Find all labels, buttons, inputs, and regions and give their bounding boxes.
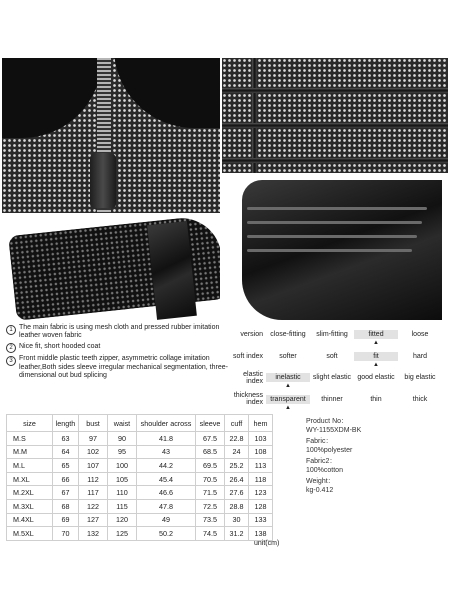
measurement-cell: 64 xyxy=(53,445,79,459)
property-label: soft index xyxy=(233,352,263,360)
size-cell: M.L xyxy=(7,459,53,473)
property-option xyxy=(398,330,442,339)
measurement-cell: 125 xyxy=(108,527,137,541)
measurement-cell: 97 xyxy=(79,432,108,446)
option-text: soft xyxy=(326,352,338,360)
measurement-cell: 67.5 xyxy=(196,432,225,446)
table-row xyxy=(7,472,273,486)
description-item xyxy=(6,343,232,354)
measurement-cell: 102 xyxy=(79,445,108,459)
option-text: fitted xyxy=(354,330,398,339)
measurement-cell: 118 xyxy=(249,472,273,486)
measurement-cell: 74.5 xyxy=(196,527,225,541)
option-text: fit xyxy=(354,352,398,361)
measurement-cell: 90 xyxy=(108,432,137,446)
property-option xyxy=(310,352,354,361)
property-option xyxy=(398,373,442,382)
fabric-value: 100%polyester xyxy=(306,446,353,454)
measurement-cell: 26.4 xyxy=(225,472,249,486)
property-option xyxy=(398,395,442,404)
description-text: The main fabric is using mesh cloth and pressed rubber imitation leather woven fabric xyxy=(19,324,220,340)
size-table-header-cell: sleeve xyxy=(196,415,225,432)
measurement-cell: 49 xyxy=(137,513,196,527)
property-label: version xyxy=(240,331,263,339)
measurement-cell: 68.5 xyxy=(196,445,225,459)
table-row xyxy=(7,432,273,446)
size-table-header-cell: size xyxy=(7,415,53,432)
measurement-cell: 43 xyxy=(137,445,196,459)
seam-line xyxy=(222,88,448,93)
size-table xyxy=(6,414,273,541)
measurement-cell: 73.5 xyxy=(196,513,225,527)
measurement-cell: 133 xyxy=(249,513,273,527)
description-text: Nice fit, short hooded coat xyxy=(19,342,101,350)
item-number: 3 xyxy=(6,356,16,366)
measurement-cell: 72.5 xyxy=(196,499,225,513)
product-no-value: WY-1155XDM-BK xyxy=(306,426,362,434)
measurement-cell: 110 xyxy=(108,486,137,500)
zipper-closeup-photo xyxy=(2,58,220,213)
property-option xyxy=(354,373,398,382)
measurement-cell: 50.2 xyxy=(137,527,196,541)
table-row xyxy=(7,486,273,500)
measurement-cell: 47.8 xyxy=(137,499,196,513)
measurement-cell: 63 xyxy=(53,432,79,446)
property-option-selected xyxy=(266,395,310,411)
measurement-cell: 68 xyxy=(53,499,79,513)
size-table-header-cell: hem xyxy=(249,415,273,432)
pleat-line xyxy=(247,221,422,224)
selected-marker-icon: ▲ xyxy=(285,383,291,390)
measurement-cell: 65 xyxy=(53,459,79,473)
table-row xyxy=(7,445,273,459)
pleat-line xyxy=(247,235,417,238)
size-cell: M.M xyxy=(7,445,53,459)
measurement-cell: 44.2 xyxy=(137,459,196,473)
option-text: transparent xyxy=(266,395,310,404)
option-text: thin xyxy=(370,395,382,403)
weight-label: Weight： xyxy=(306,478,335,485)
measurement-cell: 138 xyxy=(249,527,273,541)
size-table-header-cell: waist xyxy=(108,415,137,432)
measurement-cell: 100 xyxy=(108,459,137,473)
measurement-cell: 69.5 xyxy=(196,459,225,473)
option-text: thick xyxy=(412,395,428,403)
seam-line xyxy=(222,158,448,163)
pleated-leather-closeup-photo xyxy=(222,175,448,320)
measurement-cell: 132 xyxy=(79,527,108,541)
measurement-cell: 122 xyxy=(79,499,108,513)
property-option-selected xyxy=(354,330,398,347)
selected-marker-icon: ▲ xyxy=(373,361,379,368)
table-row xyxy=(7,499,273,513)
option-text: loose xyxy=(411,331,429,339)
measurement-cell: 95 xyxy=(108,445,137,459)
size-cell: M.3XL xyxy=(7,499,53,513)
measurement-cell: 107 xyxy=(79,459,108,473)
option-text: inelastic xyxy=(266,373,310,382)
measurement-cell: 25.2 xyxy=(225,459,249,473)
seam-line xyxy=(222,123,448,128)
size-table-header-cell: cuff xyxy=(225,415,249,432)
measurement-cell: 70 xyxy=(53,527,79,541)
mesh-seam-closeup-photo xyxy=(222,58,448,173)
measurement-cell: 105 xyxy=(108,472,137,486)
measurement-cell: 71.5 xyxy=(196,486,225,500)
measurement-cell: 24 xyxy=(225,445,249,459)
product-info xyxy=(306,418,440,498)
property-row xyxy=(232,367,448,389)
measurement-cell: 31.2 xyxy=(225,527,249,541)
measurement-cell: 103 xyxy=(249,432,273,446)
size-table-header-cell: bust xyxy=(79,415,108,432)
measurement-cell: 123 xyxy=(249,486,273,500)
measurement-cell: 70.5 xyxy=(196,472,225,486)
measurement-cell: 28.8 xyxy=(225,499,249,513)
measurement-cell: 113 xyxy=(249,459,273,473)
property-option-selected xyxy=(354,352,398,368)
description-item xyxy=(6,324,232,341)
option-text: softer xyxy=(279,352,297,360)
measurement-cell: 112 xyxy=(79,472,108,486)
option-text: big elastic xyxy=(404,374,436,382)
pleat-line xyxy=(247,249,412,252)
measurement-cell: 46.6 xyxy=(137,486,196,500)
product-no-label: Product No： xyxy=(306,418,349,425)
selected-marker-icon: ▲ xyxy=(285,404,291,411)
zipper-pull xyxy=(90,153,116,208)
measurement-cell: 120 xyxy=(108,513,137,527)
measurement-cell: 67 xyxy=(53,486,79,500)
measurement-cell: 30 xyxy=(225,513,249,527)
property-option xyxy=(310,373,354,382)
measurement-cell: 127 xyxy=(79,513,108,527)
measurement-cell: 117 xyxy=(79,486,108,500)
pleat-line xyxy=(247,207,427,210)
item-number: 1 xyxy=(6,325,16,335)
size-cell: M.2XL xyxy=(7,486,53,500)
size-cell: M.5XL xyxy=(7,527,53,541)
measurement-cell: 69 xyxy=(53,513,79,527)
property-option xyxy=(354,395,398,404)
item-number: 2 xyxy=(6,343,16,353)
measurement-cell: 115 xyxy=(108,499,137,513)
property-option xyxy=(310,395,354,404)
measurement-cell: 66 xyxy=(53,472,79,486)
unit-label: unit(cm) xyxy=(254,540,280,547)
measurement-cell: 22.8 xyxy=(225,432,249,446)
property-option xyxy=(310,330,354,339)
size-table-header-cell: shoulder across xyxy=(137,415,196,432)
option-text: hard xyxy=(412,352,427,360)
measurement-cell: 27.6 xyxy=(225,486,249,500)
property-index-grid xyxy=(232,324,448,410)
property-option xyxy=(266,330,310,339)
sleeve-closeup-photo xyxy=(2,215,220,320)
selected-marker-icon: ▲ xyxy=(373,340,379,347)
size-table-header-cell: length xyxy=(53,415,79,432)
size-cell: M.4XL xyxy=(7,513,53,527)
property-row xyxy=(232,346,448,368)
measurement-cell: 45.4 xyxy=(137,472,196,486)
description-text: Front middle plastic teeth zipper, asymmetric collage imitation leather,Both sides sleeve irregular mechanical segmentation, three-dimensional out bud splicing xyxy=(19,355,228,380)
option-text: slight elastic xyxy=(312,374,352,382)
fabric-label: Fabric： xyxy=(306,438,333,445)
product-description xyxy=(6,324,232,383)
property-label: thickness index xyxy=(233,392,263,407)
size-table-header xyxy=(7,415,273,432)
option-text: close-fitting xyxy=(270,331,306,339)
description-item xyxy=(6,355,232,380)
property-option xyxy=(398,352,442,361)
size-cell: M.S xyxy=(7,432,53,446)
property-label: elastic index xyxy=(243,370,263,385)
measurement-cell: 41.8 xyxy=(137,432,196,446)
table-row xyxy=(7,527,273,541)
seam-line xyxy=(252,58,257,173)
property-row xyxy=(232,389,448,411)
property-option xyxy=(266,352,310,361)
property-row xyxy=(232,324,448,346)
fabric2-label: Fabric2： xyxy=(306,458,337,465)
measurement-cell: 128 xyxy=(249,499,273,513)
option-text: good elastic xyxy=(357,374,395,382)
table-row xyxy=(7,513,273,527)
property-option-selected xyxy=(266,373,310,390)
fabric2-value: 100%cotton xyxy=(306,466,343,474)
table-row xyxy=(7,459,273,473)
option-text: slim-fitting xyxy=(316,331,348,339)
option-text: thinner xyxy=(321,395,343,403)
measurement-cell: 108 xyxy=(249,445,273,459)
weight-value: kg-0.412 xyxy=(306,486,334,494)
size-cell: M.XL xyxy=(7,472,53,486)
